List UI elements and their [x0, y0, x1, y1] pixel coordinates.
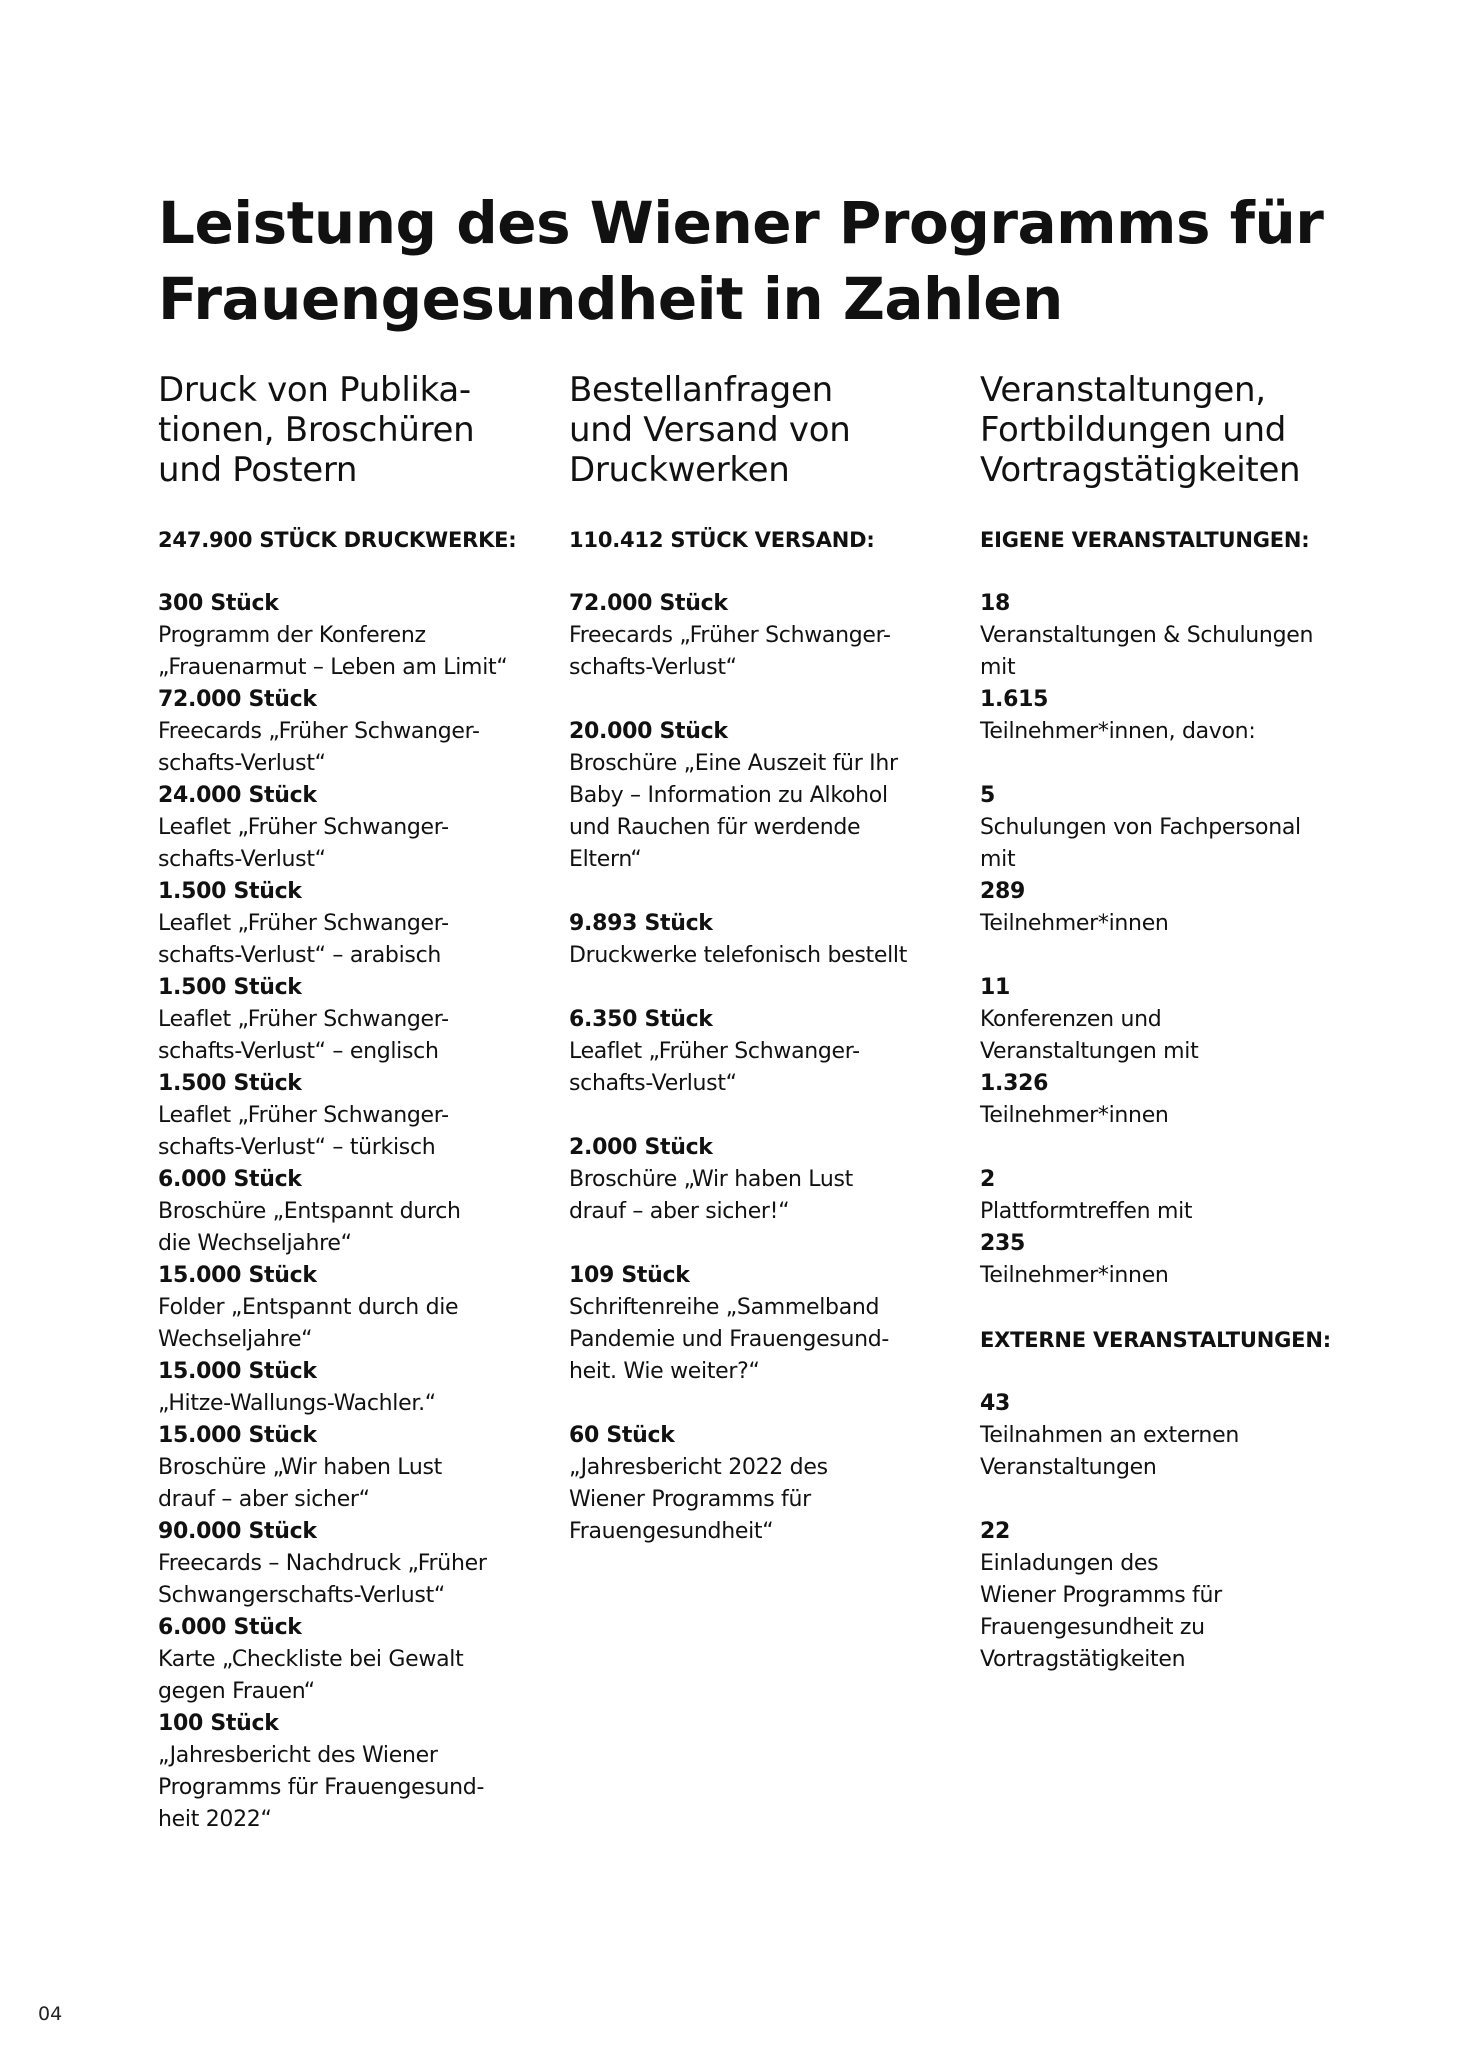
list-item [980, 780, 1370, 940]
list-item [158, 972, 528, 1068]
item-quantity: 6.000 Stück [158, 1167, 302, 1192]
description-line: Leaflet „Früher Schwanger- [158, 1007, 449, 1032]
description-line: schafts-Verlust“ – englisch [158, 1039, 439, 1064]
item-quantity: 1.500 Stück [158, 1071, 302, 1096]
item-quantity: 300 Stück [158, 591, 279, 616]
item-quantity: 22 [980, 1519, 1011, 1544]
description-line: Leaflet „Früher Schwanger- [158, 911, 449, 936]
item-quantity: 24.000 Stück [158, 783, 317, 808]
description-line: drauf – aber sicher!“ [569, 1199, 790, 1224]
subtitle-line: Fortbildungen und [980, 410, 1287, 450]
item-quantity: 9.893 Stück [569, 911, 713, 936]
description-line: Eltern“ [569, 847, 642, 872]
page-number: 04 [38, 2003, 63, 2025]
column-subtitle [569, 370, 939, 490]
item-quantity: 15.000 Stück [158, 1423, 317, 1448]
list-item [569, 1004, 939, 1100]
item-description [980, 620, 1370, 684]
item-description [569, 748, 939, 876]
description-line: Teilnehmer*innen, davon: [980, 719, 1256, 744]
description-line: Teilnahmen an externen [980, 1423, 1239, 1448]
item-description [569, 1036, 939, 1100]
description-line: Schriftenreihe „Sammelband [569, 1295, 880, 1320]
list-item [569, 1420, 939, 1548]
list-item [569, 716, 939, 876]
list-item [158, 1708, 528, 1836]
description-line: Wechseljahre“ [158, 1327, 313, 1352]
item-quantity: 235 [980, 1231, 1026, 1256]
item-quantity: 2.000 Stück [569, 1135, 713, 1160]
item-description [569, 1292, 939, 1388]
list-item [158, 1420, 528, 1516]
item-quantity: 1.326 [980, 1071, 1049, 1096]
description-line: „Jahresbericht des Wiener [158, 1743, 438, 1768]
item-description [158, 620, 528, 684]
external-events-list [980, 1388, 1370, 1676]
item-description [158, 1292, 528, 1356]
description-line: Einladungen des [980, 1551, 1159, 1576]
description-line: schafts-Verlust“ – arabisch [158, 943, 442, 968]
column-printing [158, 370, 528, 1832]
list-item [569, 908, 939, 972]
item-description [569, 620, 939, 684]
item-description [158, 1452, 528, 1516]
page-title-line-2: Frauengesundheit in Zahlen [158, 265, 1063, 333]
item-description [158, 812, 528, 876]
item-description [158, 1196, 528, 1260]
section-heading: 110.412 STÜCK VERSAND: [569, 528, 875, 552]
item-description [980, 1548, 1370, 1676]
list-item [158, 684, 528, 780]
item-description [980, 1420, 1370, 1484]
description-line: Frauengesundheit“ [569, 1519, 774, 1544]
list-item [158, 876, 528, 972]
item-description [158, 1388, 528, 1420]
description-line: Konferenzen und [980, 1007, 1162, 1032]
item-quantity: 1.500 Stück [158, 879, 302, 904]
item-quantity: 100 Stück [158, 1711, 279, 1736]
column-orders [569, 370, 939, 1544]
list-item [980, 588, 1370, 748]
list-item [569, 1132, 939, 1228]
item-quantity: 90.000 Stück [158, 1519, 317, 1544]
column-events [980, 370, 1370, 1672]
description-line: Baby – Information zu Alkohol [569, 783, 888, 808]
description-line: Wiener Programms für [980, 1583, 1222, 1608]
item-description [158, 908, 528, 972]
own-events-list [980, 588, 1370, 1292]
description-line: Leaflet „Früher Schwanger- [569, 1039, 860, 1064]
item-description [980, 908, 1370, 940]
description-line: Leaflet „Früher Schwanger- [158, 1103, 449, 1128]
description-line: schafts-Verlust“ [158, 847, 326, 872]
description-line: Veranstaltungen & Schulungen [980, 623, 1314, 648]
item-quantity: 6.350 Stück [569, 1007, 713, 1032]
item-description [980, 812, 1370, 876]
description-line: Teilnehmer*innen [980, 1103, 1169, 1128]
section-heading: EIGENE VERANSTALTUNGEN: [980, 528, 1310, 552]
description-line: heit 2022“ [158, 1807, 272, 1832]
subtitle-line: und Versand von [569, 410, 851, 450]
item-description [569, 1452, 939, 1548]
description-line: Vortragstätigkeiten [980, 1647, 1186, 1672]
description-line: heit. Wie weiter?“ [569, 1359, 760, 1384]
description-line: Programms für Frauengesund- [158, 1775, 485, 1800]
list-item [158, 1516, 528, 1612]
list-item [569, 1260, 939, 1388]
item-quantity: 2 [980, 1167, 996, 1192]
description-line: Broschüre „Eine Auszeit für Ihr [569, 751, 898, 776]
list-item [569, 588, 939, 684]
description-line: mit [980, 847, 1016, 872]
description-line: „Jahresbericht 2022 des [569, 1455, 828, 1480]
description-line: Frauengesundheit zu [980, 1615, 1205, 1640]
description-line: Teilnehmer*innen [980, 911, 1169, 936]
page-title-line-1: Leistung des Wiener Programms für [158, 189, 1324, 257]
item-quantity: 72.000 Stück [569, 591, 728, 616]
item-quantity: 18 [980, 591, 1011, 616]
item-description [980, 1196, 1370, 1228]
description-line: Broschüre „Wir haben Lust [158, 1455, 443, 1480]
list-item [980, 972, 1370, 1132]
subtitle-line: und Postern [158, 450, 358, 490]
item-quantity: 289 [980, 879, 1026, 904]
description-line: Wiener Programms für [569, 1487, 811, 1512]
description-line: die Wechseljahre“ [158, 1231, 352, 1256]
description-line: schafts-Verlust“ [569, 655, 737, 680]
list-item [980, 1164, 1370, 1292]
item-list [980, 588, 1370, 1708]
description-line: und Rauchen für werdende [569, 815, 861, 840]
description-line: Broschüre „Wir haben Lust [569, 1167, 854, 1192]
description-line: gegen Frauen“ [158, 1679, 315, 1704]
section-heading: 247.900 STÜCK DRUCKWERKE: [158, 528, 517, 552]
description-line: Veranstaltungen [980, 1455, 1157, 1480]
subtitle-line: Vortragstätigkeiten [980, 450, 1301, 490]
list-item [158, 1612, 528, 1708]
external-events-heading: EXTERNE VERANSTALTUNGEN: [980, 1328, 1331, 1352]
description-line: Karte „Checkliste bei Gewalt [158, 1647, 464, 1672]
description-line: Programm der Konferenz [158, 623, 426, 648]
list-item [158, 1260, 528, 1356]
list-item [980, 1516, 1370, 1676]
item-quantity: 11 [980, 975, 1011, 1000]
description-line: mit [980, 655, 1016, 680]
list-item [158, 588, 528, 684]
subtitle-line: Veranstaltungen, [980, 370, 1266, 410]
item-quantity: 20.000 Stück [569, 719, 728, 744]
subtitle-line: Druckwerken [569, 450, 790, 490]
subtitle-line: Bestellanfragen [569, 370, 833, 410]
description-line: Folder „Entspannt durch die [158, 1295, 459, 1320]
description-line: Veranstaltungen mit [980, 1039, 1199, 1064]
item-quantity: 72.000 Stück [158, 687, 317, 712]
description-line: schafts-Verlust“ [569, 1071, 737, 1096]
description-line: Teilnehmer*innen [980, 1263, 1169, 1288]
item-description [158, 1004, 528, 1068]
list-item [158, 1068, 528, 1164]
description-line: „Hitze-Wallungs-Wachler.“ [158, 1391, 436, 1416]
item-description [158, 716, 528, 780]
list-item [158, 780, 528, 876]
item-quantity: 15.000 Stück [158, 1263, 317, 1288]
description-line: Freecards „Früher Schwanger- [569, 623, 891, 648]
item-quantity: 60 Stück [569, 1423, 675, 1448]
item-description [158, 1740, 528, 1836]
item-description [158, 1548, 528, 1612]
description-line: Plattformtreffen mit [980, 1199, 1193, 1224]
description-line: Schulungen von Fachpersonal [980, 815, 1301, 840]
item-description [158, 1644, 528, 1708]
item-description [158, 1100, 528, 1164]
description-line: schafts-Verlust“ – türkisch [158, 1135, 436, 1160]
item-quantity: 15.000 Stück [158, 1359, 317, 1384]
page-title [158, 185, 1324, 337]
list-item [158, 1164, 528, 1260]
column-subtitle [158, 370, 528, 490]
item-quantity: 43 [980, 1391, 1011, 1416]
item-quantity: 5 [980, 783, 996, 808]
list-item [158, 1356, 528, 1420]
item-description [569, 940, 939, 972]
description-line: Pandemie und Frauengesund- [569, 1327, 890, 1352]
description-line: „Frauenarmut – Leben am Limit“ [158, 655, 508, 680]
description-line: Leaflet „Früher Schwanger- [158, 815, 449, 840]
subtitle-line: tionen, Broschüren [158, 410, 475, 450]
description-line: Freecards – Nachdruck „Früher [158, 1551, 487, 1576]
item-quantity: 109 Stück [569, 1263, 690, 1288]
item-description [980, 716, 1370, 748]
description-line: Broschüre „Entspannt durch [158, 1199, 461, 1224]
item-quantity: 6.000 Stück [158, 1615, 302, 1640]
item-quantity: 1.500 Stück [158, 975, 302, 1000]
item-description [569, 1164, 939, 1228]
description-line: drauf – aber sicher“ [158, 1487, 370, 1512]
item-description [980, 1100, 1370, 1132]
item-quantity: 1.615 [980, 687, 1049, 712]
item-list [158, 588, 528, 1836]
item-list [569, 588, 939, 1580]
description-line: Druckwerke telefonisch bestellt [569, 943, 908, 968]
description-line: Freecards „Früher Schwanger- [158, 719, 480, 744]
description-line: Schwangerschafts-Verlust“ [158, 1583, 446, 1608]
column-subtitle [980, 370, 1370, 490]
item-description [980, 1260, 1370, 1292]
list-item [980, 1388, 1370, 1484]
subtitle-line: Druck von Publika- [158, 370, 471, 410]
item-description [980, 1004, 1370, 1068]
description-line: schafts-Verlust“ [158, 751, 326, 776]
